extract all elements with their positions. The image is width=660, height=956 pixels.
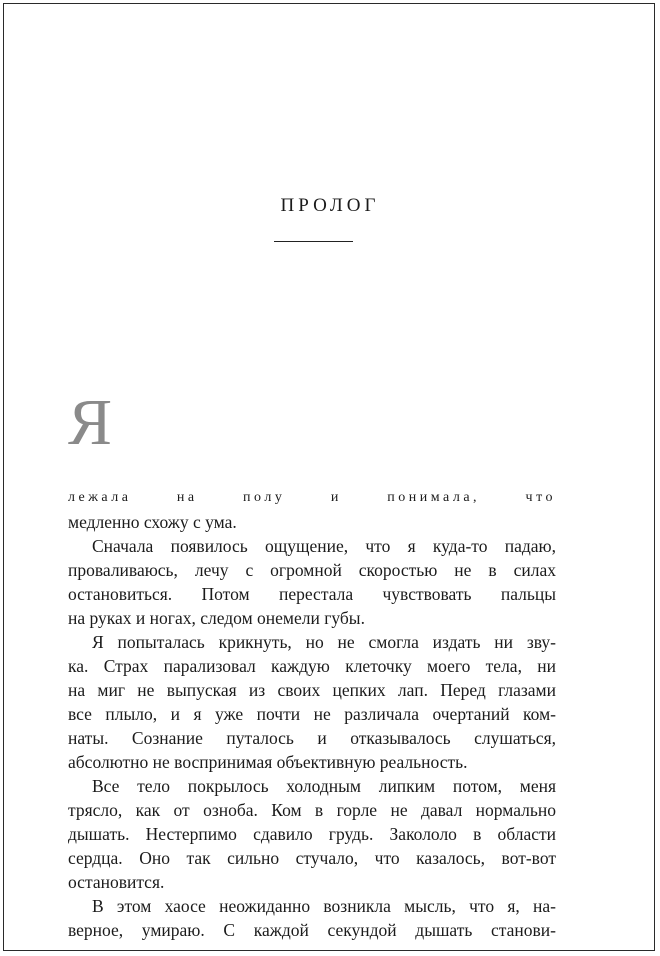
paragraph-line: Все тело покрылось холодным липким потом, меня	[92, 776, 556, 796]
paragraph-line: остановиться. Потом перестала чувствовать пальцы	[68, 584, 556, 604]
paragraph-2	[68, 630, 556, 774]
paragraph-line: Сначала появилось ощущение, что я куда-то падаю,	[92, 536, 556, 556]
paragraph-line: ка. Страх парализовал каждую клеточку моего тела, ни	[68, 656, 556, 676]
paragraph-3	[68, 774, 556, 894]
paragraph-line: верное, умираю. С каждой секундой дышать станови-	[68, 920, 556, 940]
paragraph-line: остановится.	[68, 872, 165, 892]
paragraph-line: Я попыталась крикнуть, но не смогла издать ни зву-	[92, 632, 556, 652]
opening-line-2: медленно схожу с ума.	[68, 512, 237, 532]
body-text	[68, 386, 556, 942]
paragraph-line: трясло, как от озноба. Ком в горле не давал нормально	[68, 800, 556, 820]
opening-paragraph	[68, 386, 556, 534]
paragraph-line: на руках и ногах, следом онемели губы.	[68, 608, 365, 628]
chapter-title: ПРОЛОГ	[280, 195, 380, 216]
paragraph-line: все плыло, и я уже почти не различала очертаний ком-	[68, 704, 556, 724]
paragraph-line: дышать. Нестерпимо сдавило грудь. Закололо в области	[68, 824, 556, 844]
paragraph-line: на миг не выпуская из своих цепких лап. Перед глазами	[68, 680, 556, 700]
paragraph-line: сердца. Оно так сильно стучало, что казалось, вот-вот	[68, 848, 556, 868]
drop-cap: Я	[68, 386, 113, 459]
paragraph-1	[68, 534, 556, 630]
opening-lead: лежала на полу и понимала, что	[68, 490, 556, 505]
paragraph-4	[68, 894, 556, 942]
paragraph-line: В этом хаосе неожиданно возникла мысль, что я, на-	[92, 896, 556, 916]
paragraph-line: наты. Сознание путалось и отказывалось слушаться,	[68, 728, 556, 748]
paragraph-line: проваливаюсь, лечу с огромной скоростью не в силах	[68, 560, 556, 580]
title-underline	[274, 241, 353, 242]
paragraph-line: абсолютно не воспринимая объективную реальность.	[68, 752, 468, 772]
